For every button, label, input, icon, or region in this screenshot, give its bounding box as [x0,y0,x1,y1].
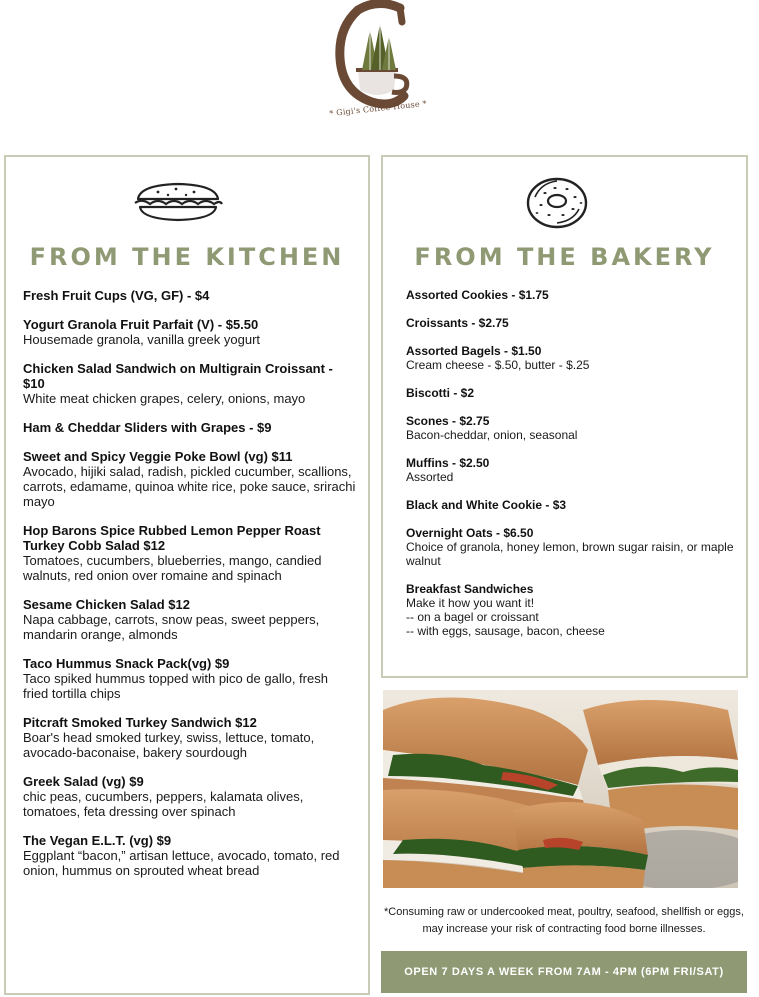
kitchen-items [23,288,356,892]
item-desc: Taco spiked hummus topped with pico de gallo, fresh fried tortilla chips [23,671,328,701]
menu-item [406,456,734,484]
item-name: Hop Barons Spice Rubbed Lemon Pepper Roast Turkey Cobb Salad $12 [23,523,321,553]
item-name: Fresh Fruit Cups (VG, GF) - $4 [23,288,210,303]
item-desc: Cream cheese - $.50, butter - $.25 [406,358,590,372]
item-desc: Choice of granola, honey lemon, brown sugar raisin, or maple walnut [406,540,734,568]
menu-item [406,526,734,568]
item-name: Pitcraft Smoked Turkey Sandwich $12 [23,715,257,730]
item-name: Assorted Cookies - $1.75 [406,288,549,302]
menu-item [406,344,734,372]
bakery-title: FROM THE BAKERY [414,243,715,271]
kitchen-panel [4,155,370,995]
logo-text: * Gigi's Coffee House * [328,98,428,119]
item-desc: Eggplant “bacon,” artisan lettuce, avocado, tomato, red onion, hummus on sprouted wheat bread [23,848,340,878]
item-name: Assorted Bagels - $1.50 [406,344,542,358]
item-desc: Housemade granola, vanilla greek yogurt [23,332,261,347]
sandwich-icon [132,181,224,223]
menu-item [23,833,356,878]
item-name: Sweet and Spicy Veggie Poke Bowl (vg) $11 [23,449,293,464]
opening-hours-banner: OPEN 7 DAYS A WEEK FROM 7AM - 4PM (6PM FRI/SAT) [381,951,747,993]
item-name: Black and White Cookie - $3 [406,498,567,512]
item-name: Scones - $2.75 [406,414,490,428]
item-name: Greek Salad (vg) $9 [23,774,144,789]
menu-item [23,523,356,583]
menu-item [406,414,734,442]
bagel-icon [525,175,589,231]
item-name: Taco Hummus Snack Pack(vg) $9 [23,656,230,671]
item-desc: chic peas, cucumbers, peppers, kalamata olives, tomatoes, feta dressing over spinach [23,789,304,819]
food-safety-disclaimer: *Consuming raw or undercooked meat, poultry, seafood, shellfish or eggs, may increase your risk of contracting food borne illnesses. [384,906,744,935]
item-desc: Boar's head smoked turkey, swiss, lettuce, tomato, avocado-baconaise, bakery sourdough [23,730,315,760]
coffee-cup-trees-icon [328,0,428,110]
bakery-items [406,288,734,652]
menu-item [406,582,734,638]
item-desc: Make it how you want it! -- on a bagel or croissant -- with eggs, sausage, bacon, cheese [406,596,605,638]
item-name: Biscotti - $2 [406,386,475,400]
item-name: Muffins - $2.50 [406,456,490,470]
menu-item [23,449,356,509]
item-name: The Vegan E.L.T. (vg) $9 [23,833,172,848]
item-name: Croissants - $2.75 [406,316,509,330]
menu-item [406,288,734,302]
menu-item [23,597,356,642]
item-name: Chicken Salad Sandwich on Multigrain Croissant - $10 [23,361,333,391]
item-desc: Bacon-cheddar, onion, seasonal [406,428,578,442]
menu-item [406,386,734,400]
logo [328,0,428,132]
menu-item [23,774,356,819]
menu-item [23,656,356,701]
item-desc: Avocado, hijiki salad, radish, pickled cucumber, scallions, carrots, edamame, quinoa white rice, poke sauce, srirachi mayo [23,464,356,509]
item-name: Overnight Oats - $6.50 [406,526,534,540]
sandwich-photo [383,690,738,888]
item-name: Breakfast Sandwiches [406,582,534,596]
item-desc: Tomatoes, cucumbers, blueberries, mango, candied walnuts, red onion over romaine and spinach [23,553,322,583]
menu-item [406,316,734,330]
item-name: Ham & Cheddar Sliders with Grapes - $9 [23,420,272,435]
item-desc: White meat chicken grapes, celery, onions, mayo [23,391,306,406]
menu-item [23,361,356,406]
item-name: Sesame Chicken Salad $12 [23,597,190,612]
kitchen-title: FROM THE KITCHEN [29,243,345,271]
menu-item [406,498,734,512]
item-desc: Napa cabbage, carrots, snow peas, sweet peppers, mandarin orange, almonds [23,612,320,642]
item-desc: Assorted [406,470,454,484]
item-name: Yogurt Granola Fruit Parfait (V) - $5.50 [23,317,259,332]
menu-item [23,317,356,347]
menu-item [23,288,356,303]
menu-item [23,715,356,760]
menu-item [23,420,356,435]
bakery-panel [381,155,748,678]
